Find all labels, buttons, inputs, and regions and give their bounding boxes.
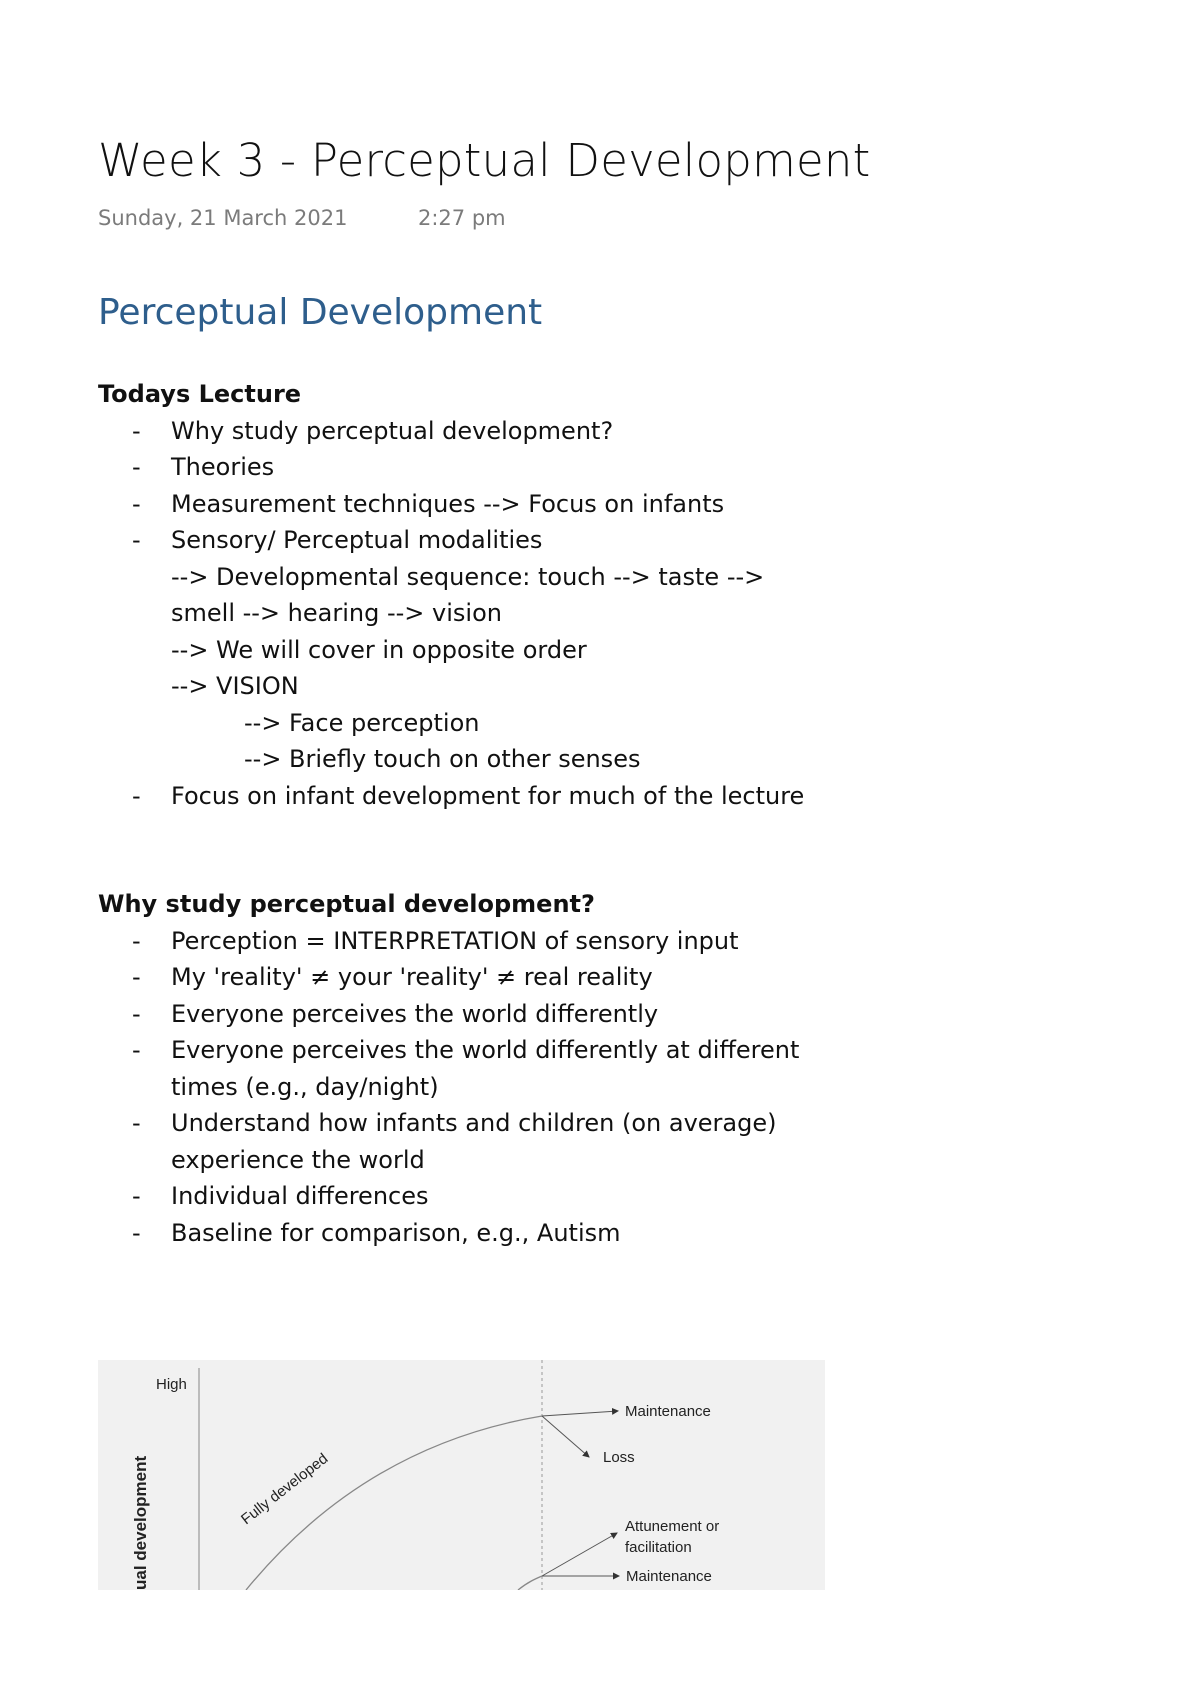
list-item: - Why study perceptual development?: [98, 413, 858, 450]
development-diagram-svg: [98, 1360, 825, 1590]
development-diagram: [98, 1360, 825, 1590]
sub-line: --> Developmental sequence: touch --> taste -->: [171, 562, 765, 591]
maintenance-arrow: [542, 1411, 618, 1416]
list-item: - Individual differences: [98, 1178, 858, 1215]
sub-line: --> We will cover in opposite order: [171, 635, 587, 664]
sub-line: --> VISION: [171, 672, 299, 700]
attunement-arrow: [542, 1533, 617, 1576]
list-item: - Measurement techniques --> Focus on infants: [98, 486, 858, 523]
development-curve: [246, 1416, 542, 1590]
why-section: [98, 886, 858, 1251]
page-date: Sunday, 21 March 2021: [98, 206, 348, 230]
why-list: [98, 923, 858, 1252]
maintenance-top-label: Maintenance: [625, 1403, 711, 1420]
attunement-label-2: facilitation: [625, 1539, 692, 1556]
loss-label: Loss: [603, 1449, 635, 1466]
list-item: - My 'reality' ≠ your 'reality' ≠ real reality: [98, 959, 858, 996]
lecture-list: [98, 413, 858, 815]
lecture-section: [98, 376, 858, 814]
list-item: - Understand how infants and children (on average) experience the world: [98, 1105, 858, 1178]
lecture-heading: Todays Lecture: [98, 380, 302, 408]
loss-arrow: [542, 1416, 589, 1457]
sub-line: smell --> hearing --> vision: [171, 599, 502, 627]
list-item: - Everyone perceives the world differently: [98, 996, 858, 1033]
y-axis-label: ual development: [131, 1455, 150, 1590]
list-item: - Theories: [98, 449, 858, 486]
list-item: [98, 522, 858, 778]
sub-sub-line: --> Briefly touch on other senses: [244, 745, 641, 773]
page-title: Week 3 - Perceptual Development: [98, 134, 871, 187]
list-item: - Focus on infant development for much of the lecture: [98, 778, 858, 815]
lower-curve: [518, 1576, 542, 1590]
sub-sub-line: --> Face perception: [244, 708, 480, 737]
section-heading: Perceptual Development: [98, 292, 543, 333]
list-item-text: - Sensory/ Perceptual modalities: [171, 526, 543, 554]
list-item: - Everyone perceives the world differently at different times (e.g., day/night): [98, 1032, 858, 1105]
why-heading: Why study perceptual development?: [98, 890, 595, 918]
list-item: - Perception = INTERPRETATION of sensory input: [98, 923, 858, 960]
maintenance-bottom-label: Maintenance: [626, 1568, 712, 1585]
attunement-label-1: Attunement or: [625, 1518, 720, 1535]
page-time: 2:27 pm: [418, 206, 506, 230]
list-item: - Baseline for comparison, e.g., Autism: [98, 1215, 858, 1252]
curve-label: Fully developed: [237, 1450, 332, 1529]
y-high-label: High: [156, 1376, 187, 1393]
